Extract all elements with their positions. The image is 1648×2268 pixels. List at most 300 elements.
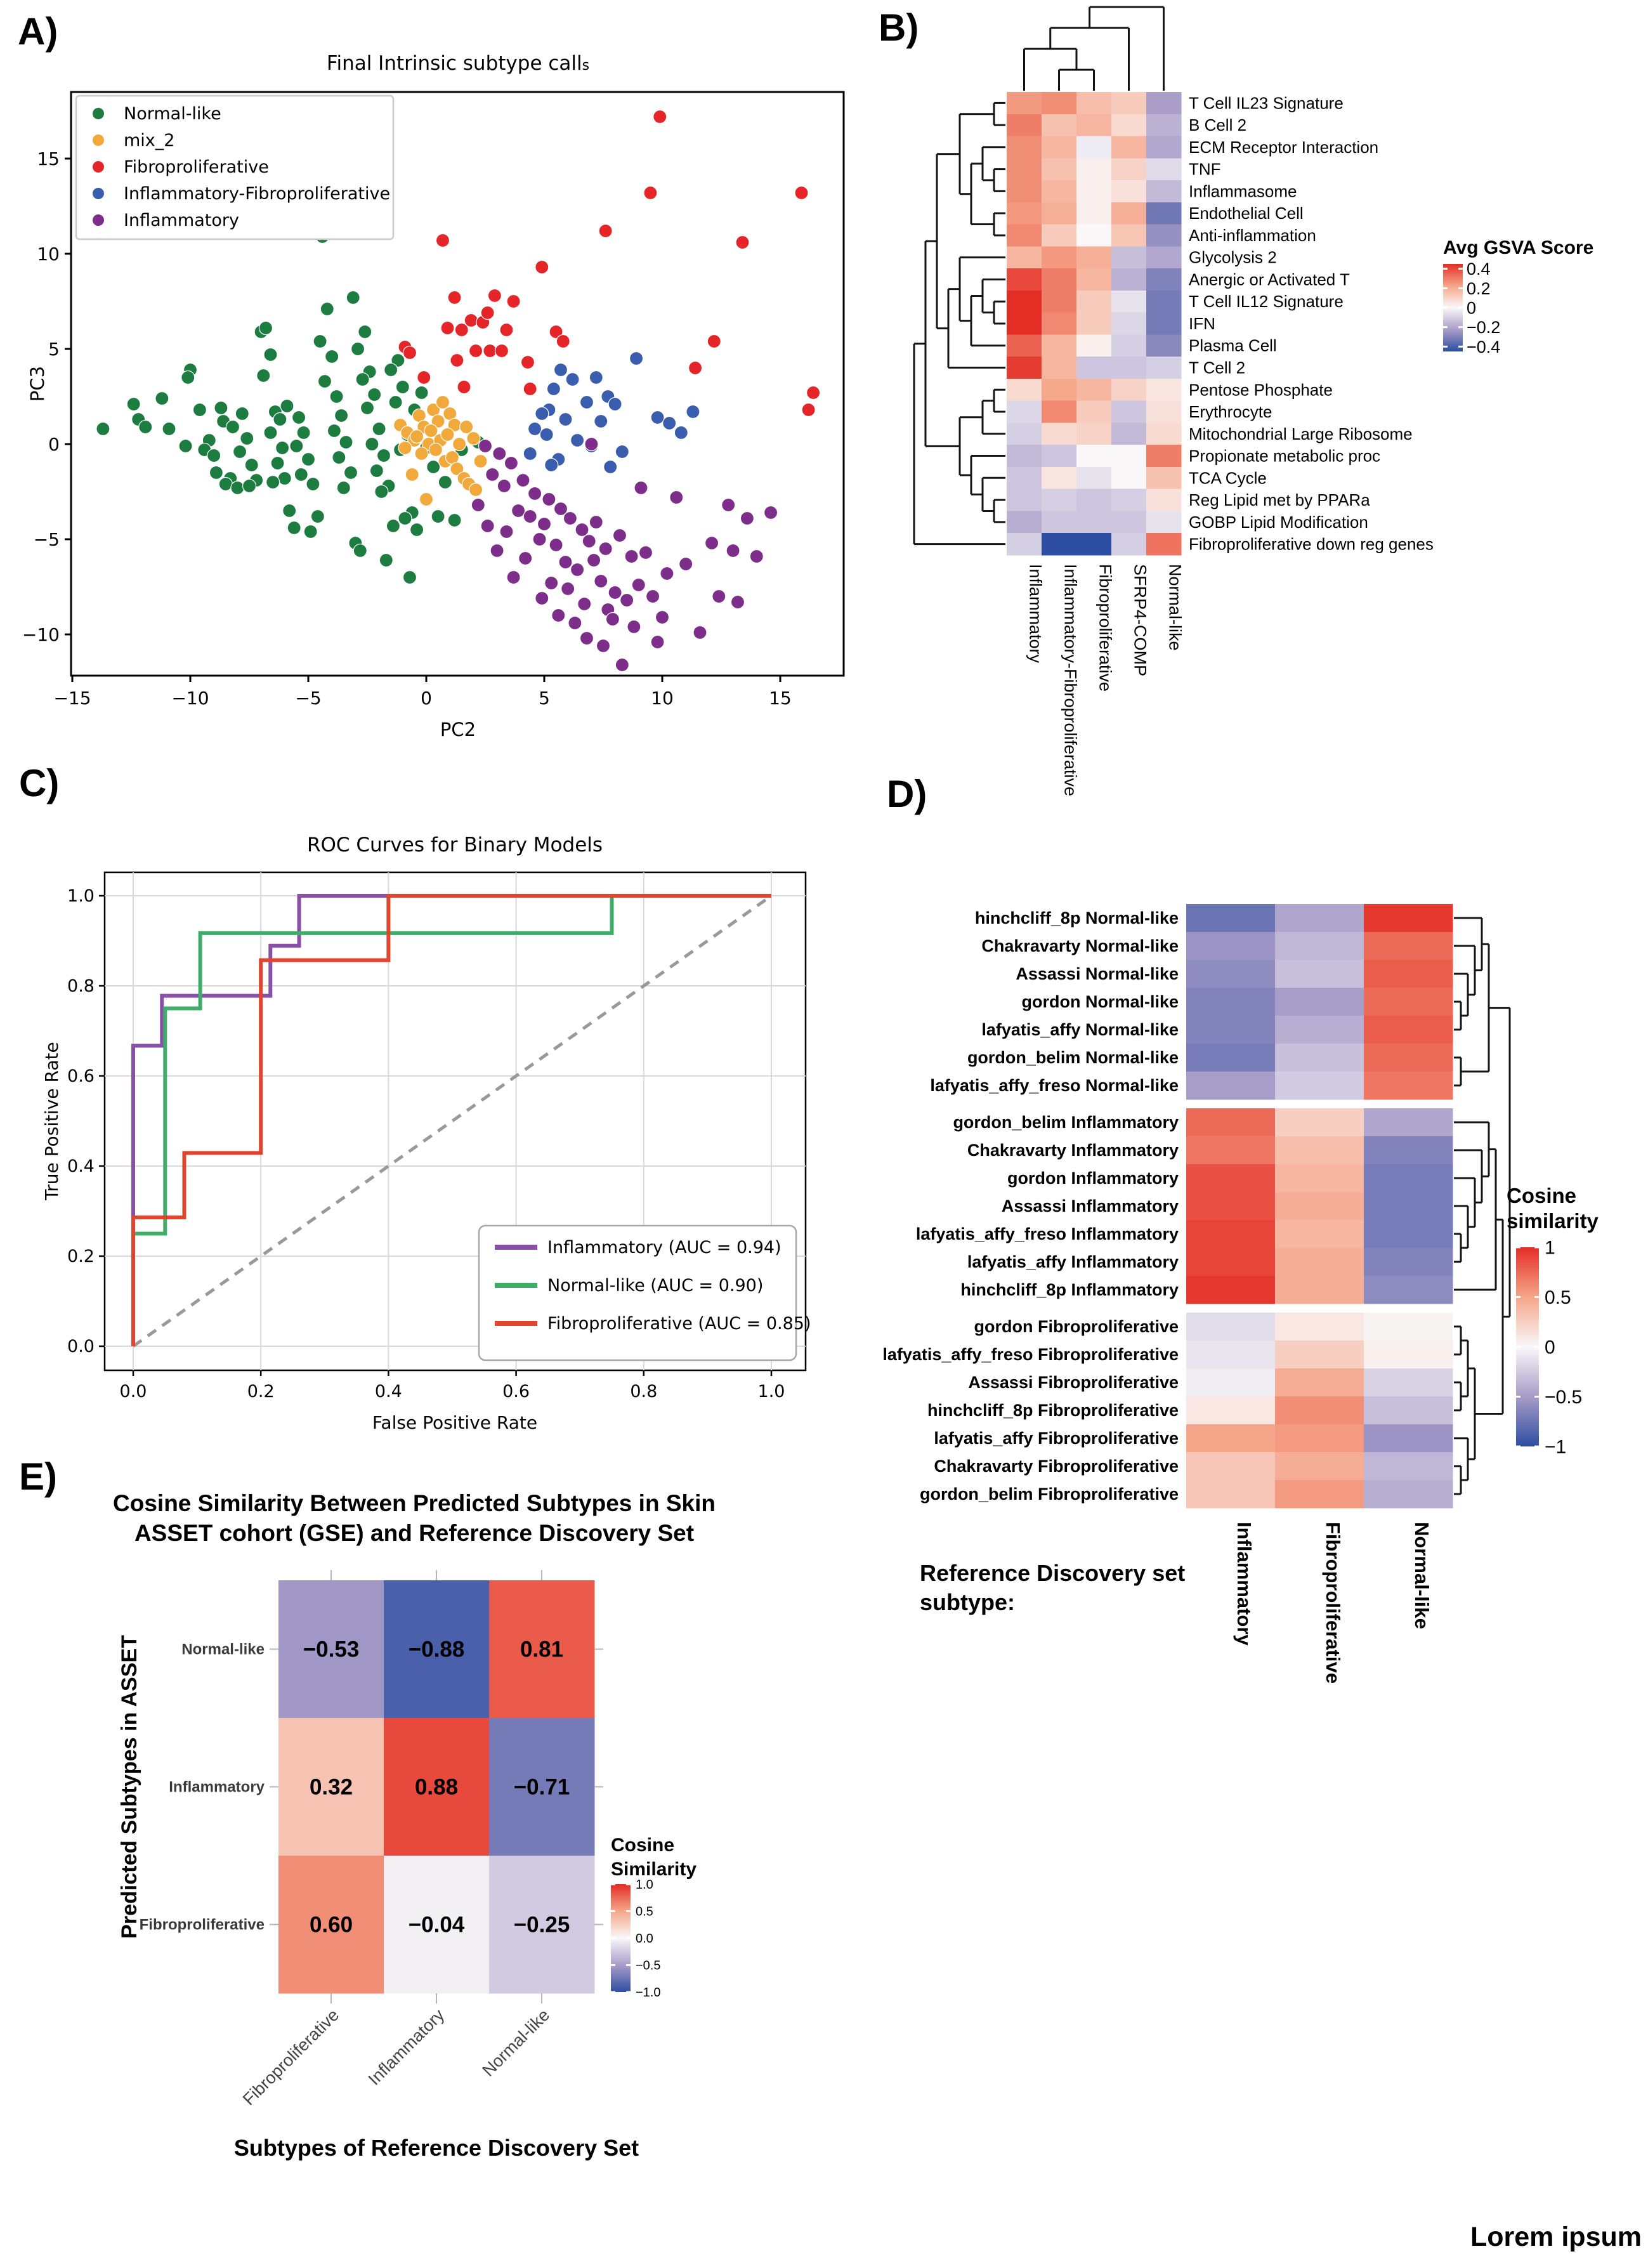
data-point (686, 405, 700, 419)
heatmap-cell (1186, 1452, 1276, 1481)
data-point (615, 659, 629, 672)
data-point (297, 426, 310, 440)
data-point (580, 632, 594, 645)
heatmap-cell (1042, 334, 1077, 357)
heatmap-cell (1364, 904, 1453, 933)
data-point (589, 371, 603, 384)
data-point (651, 636, 664, 649)
data-point (139, 421, 152, 434)
data-point (679, 558, 693, 571)
heatmap-cell (1275, 988, 1364, 1016)
data-point (264, 426, 277, 440)
heatmap-cell (1076, 489, 1112, 511)
data-point (736, 236, 749, 249)
x-tick-label: 0.8 (630, 1382, 658, 1401)
row-label: Inflammasome (1189, 181, 1297, 201)
data-point (271, 457, 284, 470)
heatmap-cell (1042, 225, 1077, 247)
data-point (361, 402, 374, 415)
colorbar-title: Cosine (611, 1835, 675, 1856)
data-point (403, 571, 417, 584)
data-point (245, 459, 258, 472)
legend-label: Normal-like (AUC = 0.90) (547, 1276, 764, 1295)
heatmap-cell (1186, 1340, 1276, 1369)
data-point (471, 499, 485, 512)
data-point (554, 364, 568, 377)
heatmap-cell (1146, 92, 1182, 114)
colorbar-tick (1458, 268, 1463, 270)
data-point (740, 512, 754, 525)
y-tick-label: −5 (33, 529, 60, 550)
heatmap-cells (1186, 904, 1453, 1509)
data-point (264, 348, 277, 362)
row-label: gordon_belim Normal-like (967, 1048, 1179, 1067)
data-point (450, 354, 464, 367)
heatmap-cell (1364, 1164, 1453, 1193)
data-point (332, 451, 346, 464)
colorbar-tick (1534, 1296, 1539, 1298)
reference-subtype-caption: Reference Discovery set (920, 1560, 1186, 1586)
data-point (726, 544, 740, 558)
data-point (127, 398, 140, 411)
heatmap-cell (1007, 202, 1042, 225)
heatmap-cell (1111, 533, 1147, 555)
heatmap-cell (1275, 1248, 1364, 1276)
heatmap-cell (1111, 401, 1147, 423)
heatmap-cell (1076, 445, 1112, 467)
column-label: SFRP4-COMP (1130, 563, 1150, 676)
heatmap-cell (1275, 1108, 1364, 1137)
heatmap-cell (1111, 136, 1147, 159)
row-label: hinchcliff_8p Fibroproliferative (927, 1401, 1179, 1420)
data-point (280, 400, 294, 413)
heatmap-cell (1186, 1136, 1276, 1165)
panel-c-letter: C) (19, 762, 60, 804)
colorbar-tick (611, 1991, 615, 1993)
heatmap-cell (1007, 313, 1042, 335)
data-point (257, 369, 270, 383)
data-point (396, 381, 409, 394)
heatmap-cell (1186, 932, 1276, 960)
heatmap-cell (1076, 202, 1112, 225)
data-point (294, 468, 308, 482)
heatmap-cell (1042, 180, 1077, 202)
colorbar-tick-label: −1 (1545, 1436, 1567, 1458)
colorbar-tick (1443, 307, 1448, 309)
data-point (549, 539, 563, 552)
data-point (479, 440, 492, 453)
heatmap-cell (1186, 904, 1276, 933)
heatmap-cell (1146, 467, 1182, 489)
heatmap-cell (1186, 1164, 1276, 1193)
heatmap-cell (1042, 379, 1077, 401)
colorbar-tick (1534, 1396, 1539, 1398)
data-point (403, 346, 417, 360)
colorbar-tick-label: −0.5 (636, 1958, 661, 1973)
data-point (448, 291, 461, 305)
column-label: Inflammatory (364, 2005, 448, 2089)
colorbar-tick-label: 0.0 (636, 1932, 653, 1946)
data-point (325, 350, 339, 364)
heatmap-cell (1007, 511, 1042, 533)
heatmap-cell (1186, 1396, 1276, 1425)
heatmap-cell (1076, 180, 1112, 202)
heatmap-cell (1007, 136, 1042, 159)
legend-label: Fibroproliferative (AUC = 0.85) (547, 1314, 811, 1334)
colorbar-tick (1443, 346, 1448, 348)
data-point (670, 491, 683, 504)
row-label: hinchcliff_8p Normal-like (974, 908, 1179, 928)
heatmap-cell (1007, 92, 1042, 114)
heatmap-cell (1111, 313, 1147, 335)
y-axis-label: Predicted Subtypes in ASSET (117, 1635, 141, 1939)
heatmap-cell (1275, 1452, 1364, 1481)
data-point (259, 322, 273, 335)
heatmap-cell (1076, 313, 1112, 335)
row-label: hinchcliff_8p Inflammatory (960, 1280, 1179, 1299)
y-tick-label: 15 (37, 148, 60, 169)
data-point (214, 402, 228, 415)
data-point (707, 335, 721, 348)
colorbar-tick (1534, 1446, 1539, 1448)
heatmap-cell (1146, 313, 1182, 335)
colorbar-title: Similarity (611, 1859, 697, 1880)
heatmap-cell (1186, 1192, 1276, 1221)
row-label: Assassi Normal-like (1016, 964, 1179, 983)
data-point (663, 417, 676, 430)
data-point (807, 386, 820, 400)
row-label: Endothelial Cell (1189, 204, 1304, 223)
data-point (266, 476, 280, 489)
heatmap-cell (1076, 423, 1112, 445)
heatmap-cell (1364, 1108, 1453, 1137)
row-label: lafyatis_affy Fibroproliferative (934, 1429, 1179, 1448)
data-point (290, 440, 303, 453)
colorbar-tick (1534, 1247, 1539, 1249)
legend-label: Inflammatory (AUC = 0.94) (547, 1238, 781, 1257)
data-point (712, 590, 726, 603)
legend-marker (93, 188, 104, 199)
data-point (542, 493, 556, 506)
data-point (547, 383, 560, 396)
data-point (431, 510, 445, 523)
data-point (337, 482, 350, 495)
heatmap-cell (1146, 511, 1182, 533)
x-tick-label: 0 (421, 688, 432, 709)
heatmap-cell (1111, 423, 1147, 445)
colorbar-tick (611, 1910, 615, 1912)
data-point (386, 520, 400, 533)
heatmap-cell (1364, 1480, 1453, 1509)
data-point (155, 392, 169, 405)
heatmap-cell (1007, 114, 1042, 136)
data-point (231, 482, 244, 495)
row-label: Assassi Fibroproliferative (968, 1373, 1179, 1392)
data-point (597, 639, 610, 653)
data-point (580, 396, 594, 409)
row-label: lafyatis_affy Inflammatory (967, 1252, 1179, 1271)
data-point (398, 442, 412, 455)
column-label: Fibroproliferative (239, 2005, 343, 2109)
colorbar-tick-label: −0.5 (1545, 1387, 1583, 1408)
data-point (653, 110, 667, 124)
data-point (582, 535, 596, 548)
data-point (306, 478, 320, 491)
heatmap-cell (1364, 1044, 1453, 1072)
heatmap-cell (1076, 268, 1112, 291)
data-point (436, 396, 450, 409)
y-tick-label: 5 (48, 339, 60, 360)
data-point (283, 504, 296, 518)
data-point (226, 421, 240, 434)
data-point (474, 455, 487, 468)
row-label: Pentose Phosphate (1189, 380, 1333, 400)
data-point (516, 474, 530, 487)
panel-a-letter: A) (18, 10, 58, 53)
data-point (523, 383, 537, 396)
row-label: Anti-inflammation (1189, 225, 1316, 245)
heatmap-cell (1076, 136, 1112, 159)
y-axis-label: PC3 (27, 365, 48, 402)
heatmap-cell (1076, 246, 1112, 268)
colorbar-tick (626, 1964, 631, 1966)
heatmap-cell (1146, 291, 1182, 313)
colorbar-tick (611, 1884, 615, 1885)
chart-title: ROC Curves for Binary Models (306, 834, 603, 856)
data-point (644, 187, 657, 200)
row-label: Chakravarty Inflammatory (967, 1141, 1179, 1160)
data-point (507, 295, 520, 308)
heatmap-cell (1146, 401, 1182, 423)
heatmap-cell (1111, 467, 1147, 489)
heatmap-cell (1111, 225, 1147, 247)
heatmap-cell (1007, 357, 1042, 379)
data-point (318, 375, 332, 388)
x-axis-label: Subtypes of Reference Discovery Set (233, 2135, 639, 2161)
colorbar-tick-label: 0 (1467, 298, 1477, 318)
heatmap-cell (1076, 511, 1112, 533)
data-point (389, 396, 402, 409)
colorbar-tick (1516, 1247, 1520, 1249)
data-point (535, 592, 549, 605)
heatmap-cell (1146, 379, 1182, 401)
colorbar-tick (1516, 1346, 1520, 1348)
heatmap-cell (1042, 357, 1077, 379)
data-point (594, 575, 608, 588)
data-point (311, 510, 324, 523)
y-tick-label: 0.2 (67, 1247, 95, 1266)
heatmap-cell (1111, 202, 1147, 225)
data-point (365, 438, 379, 451)
heatmap-cell (1146, 334, 1182, 357)
heatmap-cell (1275, 904, 1364, 933)
panel-c-roc-plot (35, 818, 860, 1472)
heatmap-cell (1275, 1424, 1364, 1453)
heatmap-cell (1007, 246, 1042, 268)
data-point (589, 516, 603, 529)
heatmap-cell (1364, 1072, 1453, 1100)
heatmap-cell (1364, 1396, 1453, 1425)
heatmap-cell (1042, 445, 1077, 467)
data-point (304, 525, 317, 539)
data-point (353, 544, 367, 558)
x-axis-label: PC2 (440, 719, 476, 740)
panel-d-cosine-heatmap (882, 755, 1648, 1770)
colorbar-tick (1458, 287, 1463, 289)
x-tick-label: 0.0 (119, 1382, 147, 1401)
data-point (162, 423, 176, 436)
heatmap-cell (1007, 489, 1042, 511)
heatmap-cells (1007, 92, 1182, 555)
data-point (356, 373, 369, 386)
data-point (552, 609, 565, 622)
data-point (273, 413, 287, 426)
data-point (235, 407, 249, 421)
column-label: Fibroproliferative (1322, 1522, 1344, 1684)
heatmap-cell (1146, 357, 1182, 379)
y-tick-label: 0.6 (67, 1066, 95, 1086)
heatmap-cell (1042, 511, 1077, 533)
heatmap-cell (1186, 1276, 1276, 1304)
row-label: Chakravarty Fibroproliferative (934, 1457, 1179, 1476)
data-point (523, 510, 537, 523)
data-point (455, 324, 468, 337)
colorbar-tick-label: 1.0 (636, 1878, 653, 1892)
colorbar-tick (611, 1964, 615, 1966)
heatmap-cell (1186, 1313, 1276, 1341)
heatmap-cell (1007, 467, 1042, 489)
heatmap-cell (1364, 1313, 1453, 1341)
legend-marker (93, 214, 104, 226)
data-point (460, 421, 473, 434)
column-label: Inflammatory (1233, 1522, 1255, 1646)
row-label: gordon Normal-like (1021, 992, 1179, 1011)
heatmap-cell (1042, 291, 1077, 313)
data-point (497, 480, 511, 493)
colorbar-tick (1516, 1446, 1520, 1448)
heatmap-cell (1364, 1248, 1453, 1276)
heatmap-cell (1111, 92, 1147, 114)
data-point (571, 563, 584, 577)
heatmap-cell (1042, 246, 1077, 268)
heatmap-cell (1146, 202, 1182, 225)
data-point (656, 611, 669, 624)
colorbar-tick (1534, 1346, 1539, 1348)
column-label: Normal-like (1411, 1522, 1433, 1629)
data-point (240, 432, 254, 445)
heatmap-cell (1007, 291, 1042, 313)
heatmap-cell (1186, 1424, 1276, 1453)
data-point (276, 442, 289, 455)
row-label: Fibroproliferative (139, 1916, 265, 1934)
data-point (469, 483, 483, 497)
x-tick-label: 15 (769, 688, 792, 709)
row-label: T Cell IL23 Signature (1189, 93, 1344, 113)
colorbar-title: Cosine (1507, 1184, 1577, 1207)
heatmap-cell (1186, 988, 1276, 1016)
heatmap-cell (1186, 1016, 1276, 1044)
heatmap-cell (1275, 1136, 1364, 1165)
row-label: Assassi Inflammatory (1001, 1196, 1179, 1216)
data-point (521, 356, 535, 369)
colorbar-tick (1443, 326, 1448, 328)
data-point (490, 544, 504, 558)
colorbar-tick (1443, 268, 1448, 270)
data-point (571, 434, 584, 447)
data-point (608, 586, 622, 600)
row-label: Glycolysis 2 (1189, 247, 1277, 267)
legend-label: mix_2 (124, 131, 175, 150)
heatmap-cell (1007, 379, 1042, 401)
data-point (302, 453, 315, 466)
row-label: T Cell IL12 Signature (1189, 292, 1344, 311)
heatmap-cell (1275, 1192, 1364, 1221)
heatmap-cell (1076, 291, 1112, 313)
data-point (540, 428, 553, 442)
heatmap-cell (1076, 114, 1112, 136)
heatmap-cell (1007, 334, 1042, 357)
data-point (372, 423, 386, 436)
heatmap-cell (1146, 246, 1182, 268)
heatmap-cell (1007, 533, 1042, 555)
data-point (370, 464, 383, 478)
data-point (410, 430, 424, 443)
data-point (441, 322, 454, 335)
data-point (233, 445, 247, 459)
heatmap-cell (1111, 489, 1147, 511)
data-point (722, 499, 735, 512)
colorbar-title: Avg GSVA Score (1443, 237, 1594, 258)
heatmap-cell (1042, 268, 1077, 291)
data-point (559, 556, 572, 569)
data-point (292, 411, 306, 424)
heatmap-cell (1146, 489, 1182, 511)
row-label: gordon_belim Fibroproliferative (919, 1485, 1179, 1504)
legend-marker (93, 134, 104, 146)
cell-value: 0.88 (414, 1774, 459, 1800)
data-point (559, 413, 572, 426)
heatmap-cell (1186, 1248, 1276, 1276)
row-label: TCA Cycle (1189, 468, 1267, 488)
heatmap-cell (1042, 313, 1077, 335)
data-point (627, 620, 641, 634)
row-label: Reg Lipid met by PPARa (1189, 490, 1370, 510)
heatmap-cell (1364, 1368, 1453, 1397)
y-tick-label: 1.0 (67, 886, 95, 906)
data-point (483, 344, 497, 358)
x-tick-label: 5 (539, 688, 550, 709)
heatmap-cell (1146, 225, 1182, 247)
colorbar-tick (1516, 1296, 1520, 1298)
heatmap-cell (1146, 445, 1182, 467)
data-point (545, 459, 558, 472)
data-point (606, 613, 619, 626)
x-tick-label: 0.6 (502, 1382, 530, 1401)
heatmap-cell (1275, 932, 1364, 960)
data-point (625, 550, 638, 563)
heatmap-cell (1364, 1424, 1453, 1453)
colorbar-tick-label: −1.0 (636, 1986, 661, 2000)
data-point (535, 407, 549, 421)
colorbar-tick-label: −0.4 (1467, 337, 1501, 357)
colorbar-tick-label: 0.5 (1545, 1287, 1571, 1308)
data-point (427, 461, 440, 474)
data-point (523, 447, 537, 461)
data-point (495, 344, 509, 358)
data-point (320, 303, 334, 316)
data-point (563, 512, 577, 525)
data-point (500, 324, 513, 337)
